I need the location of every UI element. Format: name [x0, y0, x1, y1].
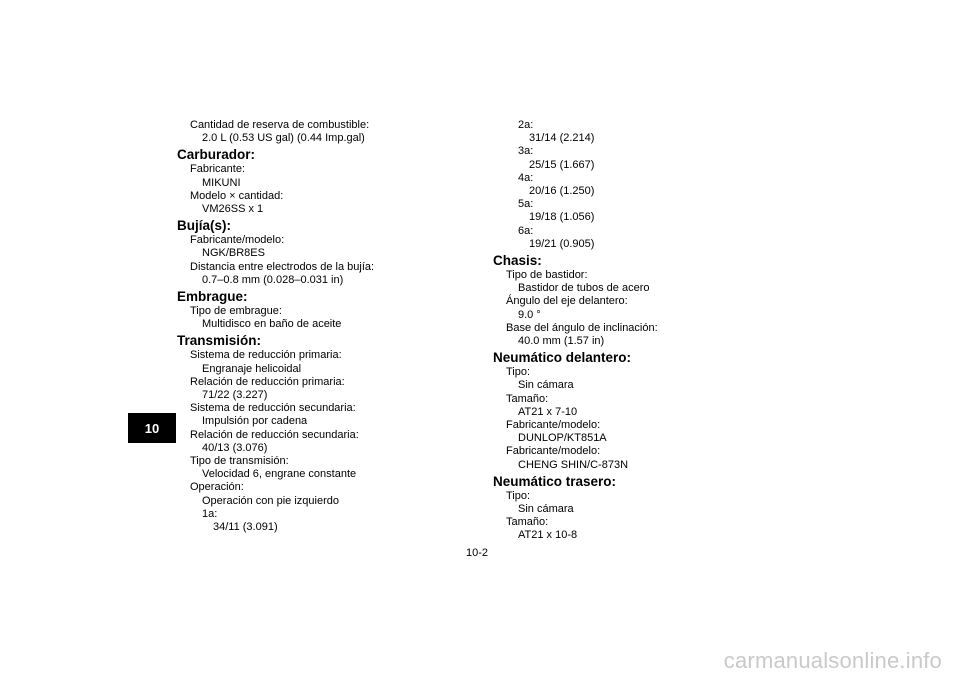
spec-line: Fabricante/modelo: [506, 445, 601, 458]
section-heading: Transmisión: [177, 333, 262, 349]
spec-line: Operación con pie izquierdo [202, 494, 339, 507]
spec-line: Tipo de embrague: [190, 305, 282, 318]
spec-line: 19/18 (1.056) [529, 211, 595, 224]
spec-line: Impulsión por cadena [202, 415, 308, 428]
spec-line: 5a: [518, 198, 534, 211]
spec-line: Tipo de bastidor: [506, 269, 588, 282]
spec-line: Base del ángulo de inclinación: [506, 321, 658, 334]
spec-line: 4a: [518, 171, 534, 184]
spec-line: MIKUNI [202, 176, 241, 189]
section-heading: Carburador: [177, 147, 256, 163]
spec-line: 19/21 (0.905) [529, 237, 595, 250]
spec-line: Velocidad 6, engrane constante [202, 468, 357, 481]
spec-line: 3a: [518, 145, 534, 158]
spec-line: Tipo: [506, 489, 531, 502]
spec-line: 40.0 mm (1.57 in) [518, 335, 605, 348]
spec-line: AT21 x 10-8 [518, 529, 578, 542]
spec-line: Fabricante/modelo: [506, 419, 601, 432]
chapter-tab: 10 [128, 413, 176, 443]
spec-line: 25/15 (1.667) [529, 158, 595, 171]
spec-line: NGK/BR8ES [202, 247, 265, 260]
section-heading: Embrague: [177, 289, 248, 305]
watermark: carmanualsonline.info [723, 648, 942, 673]
spec-line: Operación: [190, 481, 244, 494]
spec-line: Fabricante: [190, 163, 246, 176]
spec-line: Sin cámara [518, 379, 574, 392]
spec-line: 40/13 (3.076) [202, 441, 268, 454]
spec-line: Tamaño: [506, 392, 549, 405]
spec-line: 1a: [202, 507, 218, 520]
spec-line: Tamaño: [506, 516, 549, 529]
spec-line: Distancia entre electrodos de la bujía: [190, 260, 375, 273]
page-number: 10-2 [466, 547, 489, 559]
spec-line: 31/14 (2.214) [529, 132, 595, 145]
section-heading: Neumático delantero: [493, 350, 632, 366]
section-heading: Bujía(s): [177, 218, 231, 234]
spec-line: Bastidor de tubos de acero [518, 282, 650, 295]
spec-line: Relación de reducción primaria: [190, 375, 345, 388]
spec-line: DUNLOP/KT851A [518, 432, 607, 445]
spec-line: Multidisco en baño de aceite [202, 318, 342, 331]
spec-line: 6a: [518, 224, 534, 237]
spec-line: Modelo × cantidad: [190, 189, 284, 202]
section-heading: Neumático trasero: [493, 473, 617, 489]
spec-line: AT21 x 7-10 [518, 405, 578, 418]
spec-line: Cantidad de reserva de combustible: [190, 119, 370, 131]
spec-line: CHENG SHIN/C-873N [518, 458, 629, 471]
spec-line: 0.7–0.8 mm (0.028–0.031 in) [202, 273, 344, 286]
spec-line: Relación de reducción secundaria: [190, 428, 359, 441]
spec-line: Tipo de transmisión: [190, 455, 289, 468]
spec-line: Ángulo del eje delantero: [506, 295, 628, 308]
spec-line: Engranaje helicoidal [202, 362, 302, 375]
spec-line: Sistema de reducción primaria: [190, 349, 342, 362]
spec-column-right [493, 119, 753, 543]
spec-line: VM26SS x 1 [202, 203, 264, 216]
spec-line: 20/16 (1.250) [529, 185, 595, 198]
spec-line: 34/11 (3.091) [213, 521, 278, 534]
spec-line: Tipo: [506, 366, 531, 379]
spec-line: 2a: [518, 119, 534, 131]
spec-line: 2.0 L (0.53 US gal) (0.44 Imp.gal) [202, 132, 365, 145]
spec-line: 71/22 (3.227) [202, 389, 268, 402]
spec-line: Fabricante/modelo: [190, 234, 285, 247]
spec-line: 9.0 ° [518, 308, 541, 321]
spec-line: Sin cámara [518, 503, 574, 516]
spec-line: Sistema de reducción secundaria: [190, 402, 356, 415]
section-heading: Chasis: [493, 253, 542, 269]
spec-column-left [177, 119, 437, 534]
